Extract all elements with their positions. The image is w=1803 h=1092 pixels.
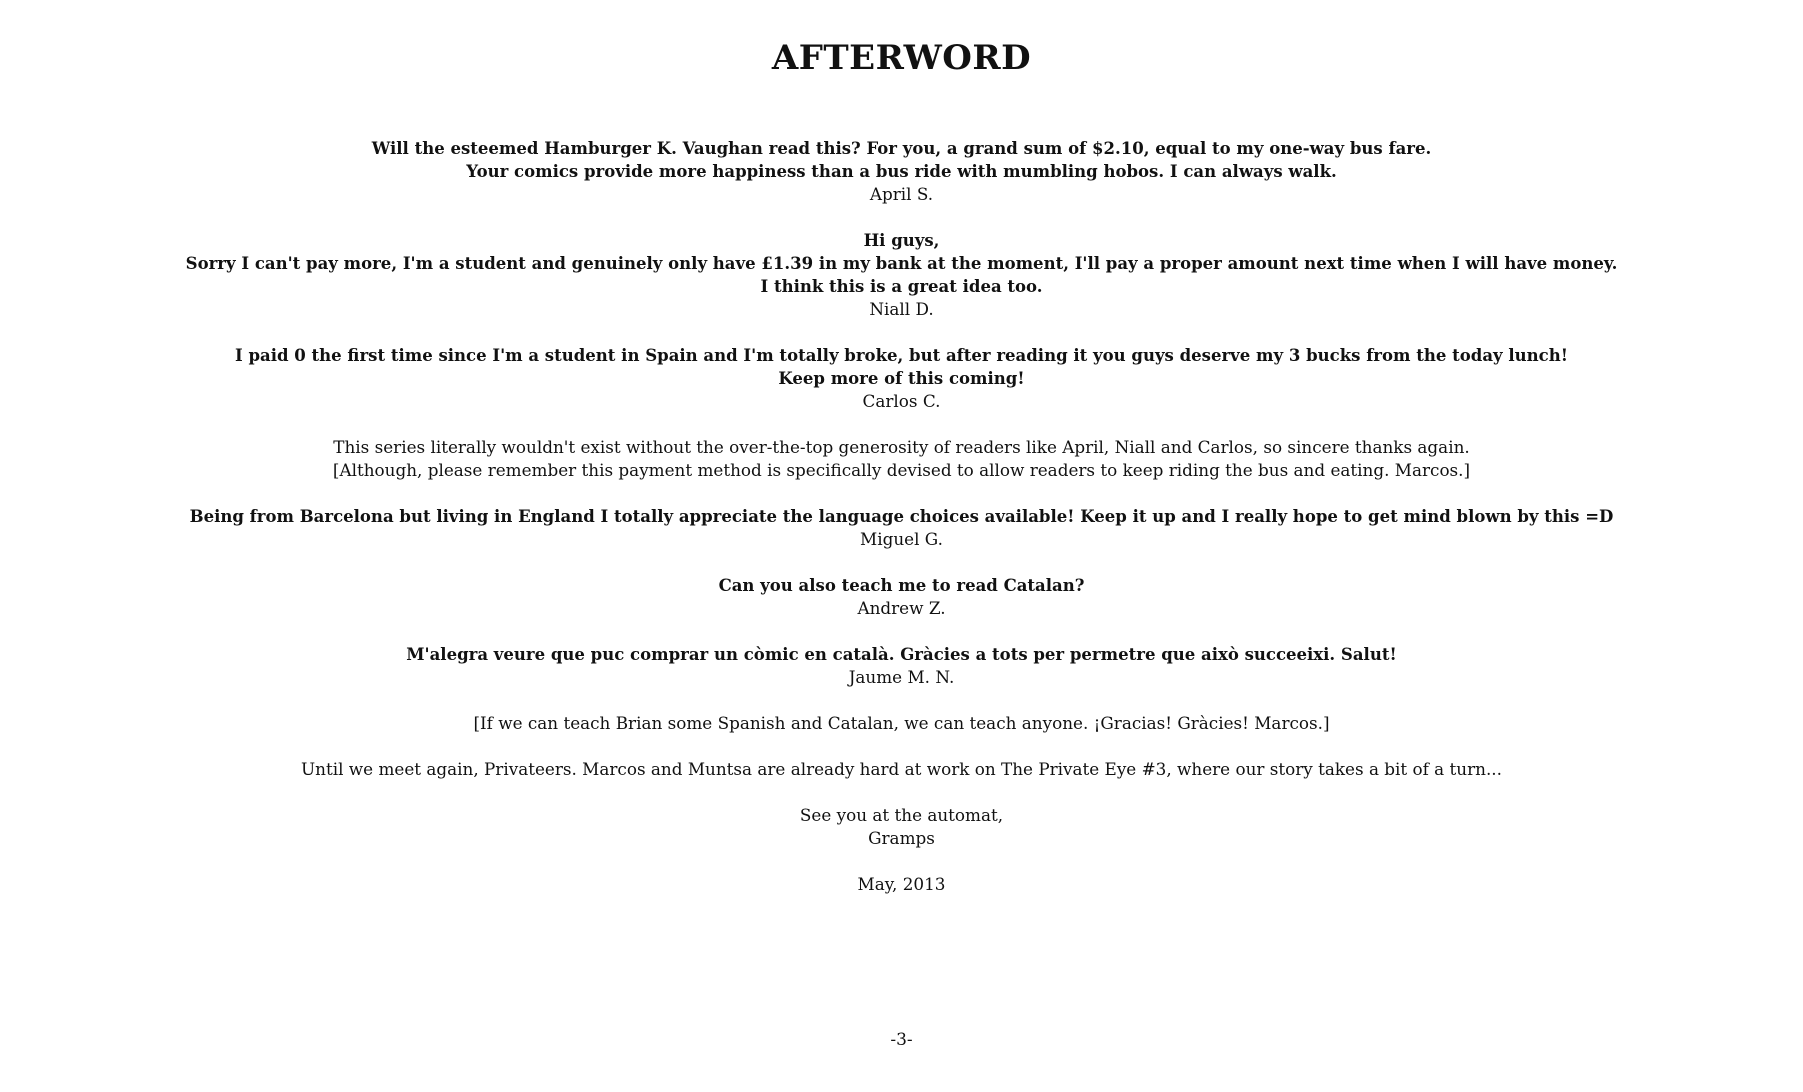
letter-author: Miguel G. (860, 529, 943, 549)
signoff-line: See you at the automat, (799, 805, 1004, 825)
letter-text-line: I paid 0 the first time since I'm a student in Spain and I'm totally broke, but after reading it you guys deserve my 3 bucks from the today lunch! (235, 345, 1568, 365)
response-line: [Although, please remember this payment method is specifically devised to allow readers to keep riding the bus and eating. Marcos.] (332, 460, 1471, 480)
closing-paragraph (0, 758, 1803, 781)
letter-text-line: Being from Barcelona but living in England I totally appreciate the language choices available! Keep it up and I really hope to get mind blown by this =D (189, 506, 1614, 526)
date: May, 2013 (857, 874, 946, 894)
signoff-signature: Gramps (868, 828, 935, 848)
letter-jaume (0, 643, 1803, 689)
letter-text-line: Your comics provide more happiness than a bus ride with mumbling hobos. I can always walk. (466, 161, 1337, 181)
response-line: [If we can teach Brian some Spanish and Catalan, we can teach anyone. ¡Gracias! Gràcies! Marcos.] (473, 713, 1330, 733)
letter-text-line: Sorry I can't pay more, I'm a student and genuinely only have £1.39 in my bank at the moment, I'll pay a proper amount next time when I will have money. (185, 253, 1618, 273)
letter-miguel (0, 505, 1803, 551)
editor-response-catalan (0, 712, 1803, 735)
letter-carlos (0, 344, 1803, 413)
date-line (0, 873, 1803, 896)
letter-author: Carlos C. (862, 391, 941, 411)
editor-response-thanks (0, 436, 1803, 482)
letter-niall (0, 229, 1803, 321)
page-title: AFTERWORD (771, 38, 1032, 78)
letter-text-line: M'alegra veure que puc comprar un còmic en català. Gràcies a tots per permetre que això succeeixi. Salut! (406, 644, 1397, 664)
letter-author: Jaume M. N. (848, 667, 955, 687)
letter-text-line: Keep more of this coming! (778, 368, 1025, 388)
letter-author: April S. (869, 184, 934, 204)
letter-text-line: Will the esteemed Hamburger K. Vaughan read this? For you, a grand sum of $2.10, equal to my one-way bus fare. (371, 138, 1432, 158)
response-line: This series literally wouldn't exist without the over-the-top generosity of readers like April, Niall and Carlos, so sincere thanks again. (333, 437, 1470, 457)
letter-andrew (0, 574, 1803, 620)
signoff (0, 804, 1803, 850)
afterword-body (0, 137, 1803, 919)
page-number: -3- (890, 1030, 913, 1050)
letter-april (0, 137, 1803, 206)
letter-text-line: I think this is a great idea too. (760, 276, 1043, 296)
letter-author: Andrew Z. (857, 598, 946, 618)
letter-text-line: Hi guys, (863, 230, 940, 250)
closing-line: Until we meet again, Privateers. Marcos and Muntsa are already hard at work on The Private Eye #3, where our story takes a bit of a turn... (301, 759, 1502, 779)
letter-author: Niall D. (869, 299, 934, 319)
letter-text-line: Can you also teach me to read Catalan? (718, 575, 1085, 595)
